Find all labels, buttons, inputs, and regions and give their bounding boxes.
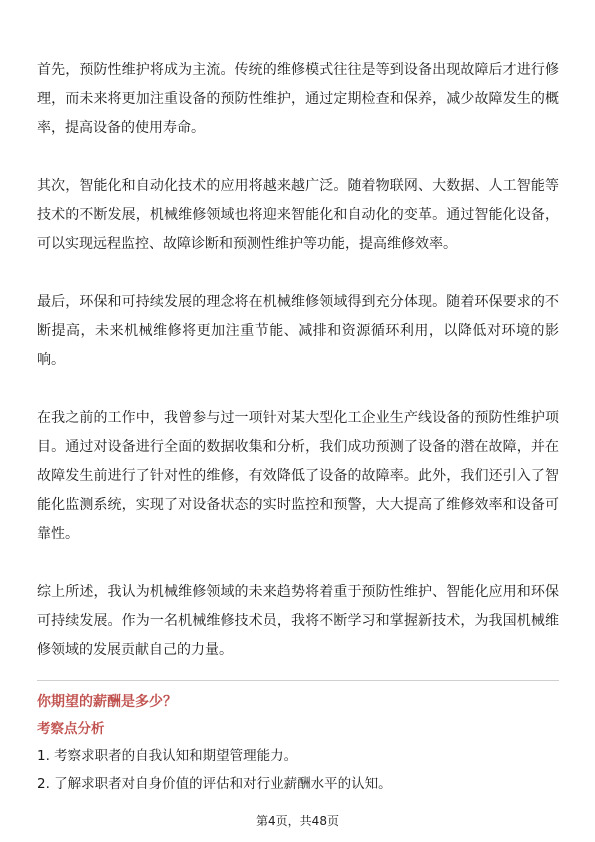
analysis-heading: 考察点分析 [37, 721, 105, 737]
analysis-point: 2. 了解求职者对自身价值的评估和对行业薪酬水平的认知。 [37, 776, 392, 792]
paragraph-summary: 综上所述，我认为机械维修领域的未来趋势将着重于预防性维护、智能化应用和环保可持续发展。作为一名机械维修技术员，我将不断学习和掌握新技术，为我国机械维修领域的发展贡献自己的力量。 [37, 584, 559, 658]
analysis-point: 1. 考察求职者的自我认知和期望管理能力。 [37, 748, 298, 764]
paragraph-preventive-maintenance: 首先，预防性维护将成为主流。传统的维修模式往往是等到设备出现故障后才进行修理，而未来将更加注重设备的预防性维护，通过定期检查和保养，减少故障发生的概率，提高设备的使用寿命。 [37, 62, 559, 136]
paragraph-intelligent-automation: 其次，智能化和自动化技术的应用将越来越广泛。随着物联网、大数据、人工智能等技术的不断发展，机械维修领域也将迎来智能化和自动化的变革。通过智能化设备，可以实现远程监控、故障诊断和预测性维护等功能，提高维修效率。 [37, 178, 559, 252]
section-divider [37, 680, 559, 681]
document-body [37, 56, 559, 801]
paragraph-project-experience: 在我之前的工作中，我曾参与过一项针对某大型化工企业生产线设备的预防性维护项目。通过对设备进行全面的数据收集和分析，我们成功预测了设备的潜在故障，并在故障发生前进行了针对性的维修，有效降低了设备的故障率。此外，我们还引入了智能化监测系统，实现了对设备状态的实时监控和预警，大大提高了维修效率和设备可靠性。 [37, 410, 559, 542]
paragraph-environmental: 最后，环保和可持续发展的理念将在机械维修领域得到充分体现。随着环保要求的不断提高，未来机械维修将更加注重节能、减排和资源循环利用，以降低对环境的影响。 [37, 294, 559, 368]
question-title: 你期望的薪酬是多少？ [37, 694, 177, 710]
page-number: 第4页，共48页 [256, 814, 339, 828]
